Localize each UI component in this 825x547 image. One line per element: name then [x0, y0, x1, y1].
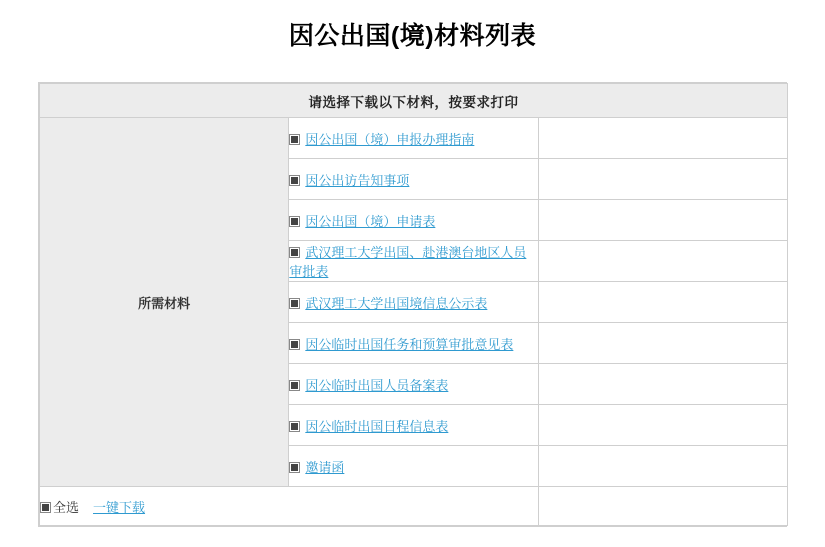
- select-all-label[interactable]: 全选: [53, 499, 80, 515]
- select-all-and-download-cell: [40, 487, 539, 526]
- material-link[interactable]: 因公临时出国人员备案表: [305, 377, 449, 393]
- list-item[interactable]: [289, 446, 538, 487]
- material-link[interactable]: 因公出国（境）申请表: [305, 213, 436, 229]
- material-link[interactable]: 因公出国（境）申报办理指南: [305, 131, 475, 147]
- table-row: [40, 118, 788, 159]
- checkbox-checked-icon[interactable]: [289, 216, 300, 227]
- material-link[interactable]: 武汉理工大学出国境信息公示表: [305, 295, 488, 311]
- checkbox-checked-icon[interactable]: [289, 298, 300, 309]
- blank-cell: [538, 282, 787, 323]
- blank-cell: [538, 323, 787, 364]
- table-footer-row: [40, 487, 788, 526]
- checkbox-checked-icon[interactable]: [289, 175, 300, 186]
- list-item[interactable]: [289, 323, 538, 364]
- blank-cell: [538, 364, 787, 405]
- blank-cell: [538, 446, 787, 487]
- list-item[interactable]: [289, 364, 538, 405]
- material-link[interactable]: 邀请函: [305, 459, 345, 475]
- blank-cell: [538, 159, 787, 200]
- checkbox-select-all-icon[interactable]: [40, 502, 51, 513]
- checkbox-checked-icon[interactable]: [289, 247, 300, 258]
- materials-table-container: [38, 82, 787, 527]
- blank-cell: [538, 241, 787, 282]
- checkbox-checked-icon[interactable]: [289, 462, 300, 473]
- materials-table: [39, 83, 788, 526]
- list-item[interactable]: [289, 282, 538, 323]
- table-header-cell: 请选择下载以下材料，按要求打印: [40, 84, 788, 118]
- blank-cell: [538, 405, 787, 446]
- list-item[interactable]: [289, 159, 538, 200]
- list-item[interactable]: [289, 200, 538, 241]
- checkbox-checked-icon[interactable]: [289, 421, 300, 432]
- material-link[interactable]: 因公出访告知事项: [305, 172, 410, 188]
- material-link[interactable]: 因公临时出国日程信息表: [305, 418, 449, 434]
- row-label-required-materials: 所需材料: [40, 118, 289, 487]
- list-item[interactable]: [289, 241, 538, 282]
- download-all-link[interactable]: 一键下载: [93, 499, 146, 515]
- table-header-row: [40, 84, 788, 118]
- material-link[interactable]: 因公临时出国任务和预算审批意见表: [305, 336, 514, 352]
- list-item[interactable]: [289, 118, 538, 159]
- checkbox-checked-icon[interactable]: [289, 134, 300, 145]
- material-link[interactable]: 武汉理工大学出国、赴港澳台地区人员审批表: [289, 245, 527, 279]
- page-title: 因公出国(境)材料列表: [288, 22, 537, 50]
- blank-cell: [538, 118, 787, 159]
- checkbox-checked-icon[interactable]: [289, 339, 300, 350]
- checkbox-checked-icon[interactable]: [289, 380, 300, 391]
- list-item[interactable]: [289, 405, 538, 446]
- blank-cell: [538, 487, 787, 526]
- blank-cell: [538, 200, 787, 241]
